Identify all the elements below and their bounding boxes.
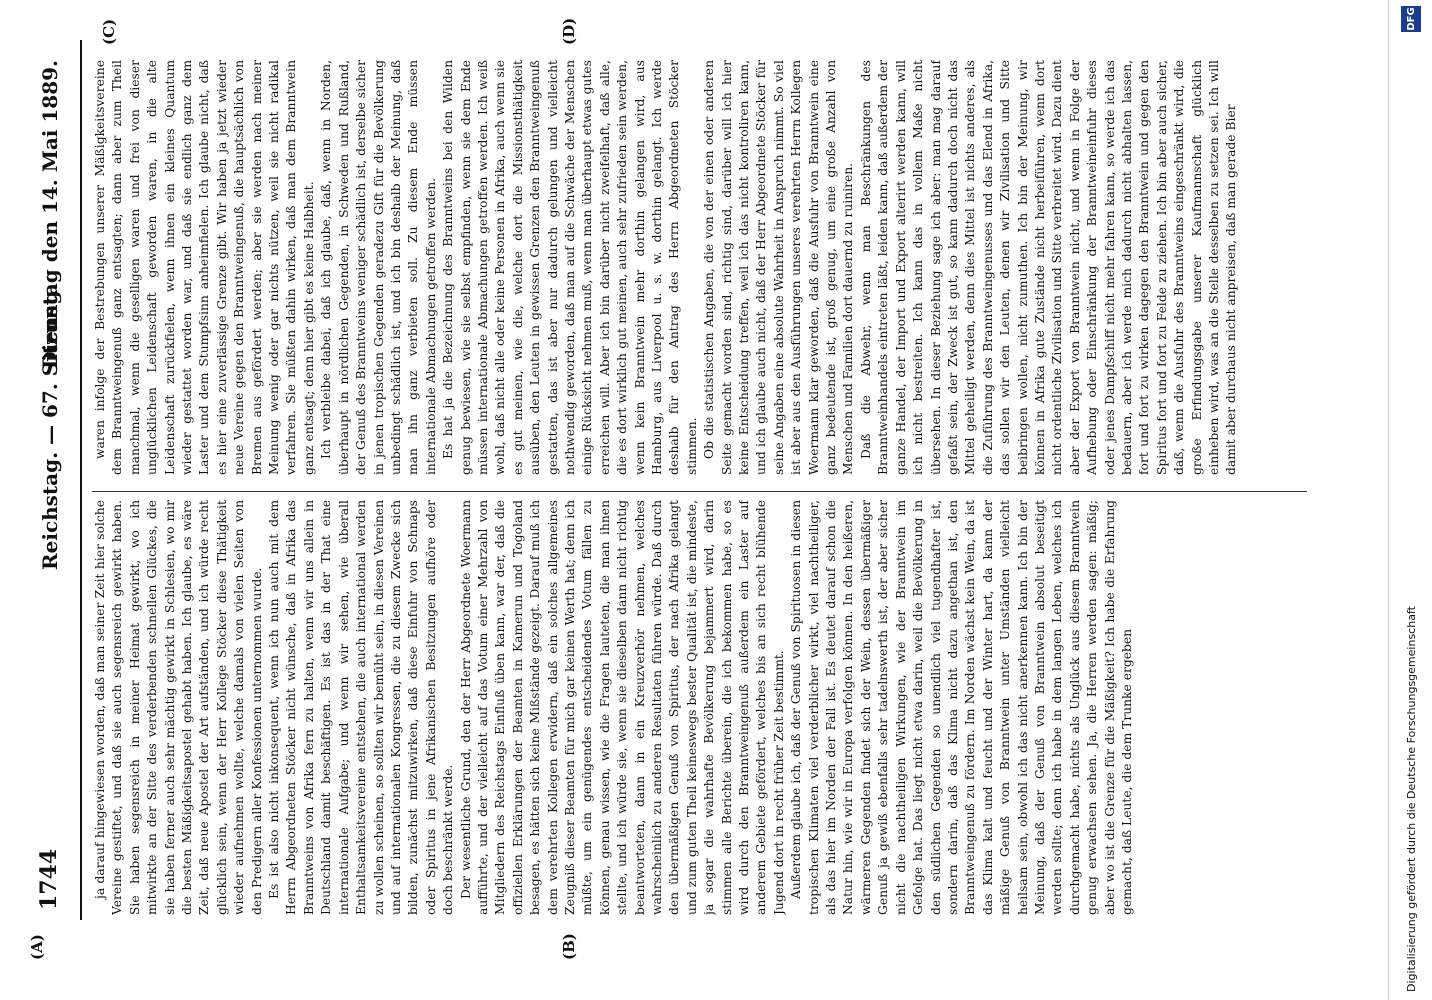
page-header xyxy=(30,60,74,910)
paragraph: Ob die statistischen Angaben, die von der einen oder anderen Seite gemacht worden sind, richtig sind, darüber will ich hier keine Entscheidung treffen, weil ich das nicht kontroliren kann, und ich glaube auch nicht, daß der Herr Abgeordnete Stöcker für seine Angaben eine absolute Wahrheit in Anspruch nimmt. So viel ist aber aus den Ausführungen unseres verehrten Herrn Kollegen Woermann klar geworden, daß die Ausfuhr von Branntwein eine ganz bedeutende ist, groß genug, um eine große Anzahl von Menschen und Familien dort dauernd zu ruiniren. xyxy=(702,60,856,475)
paragraph: Der wesentliche Grund, den der Herr Abgeordnete Woermann aufführte, und der vielleicht auf das Votum einer Mehrzahl von Mitgliedern des Reichstags Einfluß üben kann, war der, daß die offiziellen Erklärungen der Beamten in Kamerun und Togoland besagen, es hätten sich keine Mißstände gezeigt. Darauf muß ich dem verehrten Kollegen erwidern, daß ein solches allgemeines Zeugniß dieser Beamten für mich gar keinen Werth hat; denn ich müßte, um ein genügendes entscheidendes Votum fällen zu können, genau wissen, wie die Fragen lauteten, die man ihnen stellte, und ich würde sie, wenn sie dieselben dann nicht richtig beantworteten, dann in ein Kreuzverhör nehmen, welches wahrscheinlich zu anderen Resultaten führen würde. Daß durch den übermäßigen Genuß von Spiritus, der nach Afrika gelangt und zum guten Theil keineswegs bester Qualität ist, die mindeste, ja sogar die wahrhafte Bevölkerung bejammert wird, darin stimmen alle Berichte überein, die ich bekommen habe, so es wird durch den Branntweingenuß außerdem ein Laster auf anderem Gebiete gefördert, welches bis an sich recht blühende Jugend dort in recht früher Zeit bestimmt. xyxy=(458,500,786,915)
margin-marker-a: (A) xyxy=(28,934,46,960)
margin-marker-c: (C) xyxy=(100,18,118,45)
funding-note: Digitalisierung gefördert durch die Deutsche Forschungsgemeinschaft xyxy=(1405,606,1418,992)
text-column-left xyxy=(92,500,1302,915)
page-number: 1744 xyxy=(36,848,62,910)
paragraph: Ich verbleibe dabei, daß ich glaube, daß, wenn in Norden, überhaupt in nördlichen Gegenden, in Schweden und Rußland, der Genuß des Branntweins weniger schädlich ist, derselbe sicher in jenen tropischen Gegenden geradezu Gift für die Bevölkerung unbedingt schädlich ist, und ich bin deshalb der Meinung, daß man ihn ganz verbieten soll. Zu diesem Ende müssen internationale Abmachungen getroffen werden. xyxy=(319,60,438,475)
running-title: Reichstag. — 67. Sitzung. xyxy=(38,283,62,570)
digitization-footer xyxy=(1388,0,1432,1000)
paragraph: Daß die Abwehr, wenn man Beschränkungen des Branntweinhandels eintreten läßt, leiden kann, daß außerdem der ganze Handel, der Import und Export alterirt werden kann, will ich nicht bestreiten. Ich kann das in vollem Maße nicht übersehen. In dieser Beziehung sage ich aber: man mag darauf gefaßt sein, der Zweck ist gut, so kann dadurch doch nicht das Mittel geheiligt werden, denn dies Mittel ist nichts anderes, als die Zuführung des Branntweingenusses und das Elend in Afrika, das sollen wir den Leuten, denen wir Zivilisation und Sitte beibringen wollen, nicht zumuthen. Ich bin der Meinung, wir können in Afrika gute Zustände nicht herbeiführen, wenn dort nicht ordentliche Zivilisation und Sitte verbreitet wird. Dazu dient aber der Export von Branntwein nicht, und wenn in Folge der Aufhebung oder Einschränkung der Branntweineinfuhr dieses oder jenes Dampfschiff nicht mehr fahren kann, so werde ich das bedauern, aber ich werde mich dadurch nicht abhalten lassen, fort und fort zu wirken dagegen den Branntwein und gegen den Spiritus fort und fort zu Felde zu ziehen. Ich bin aber auch sicher, daß, wenn die Ausfuhr des Branntweins eingeschränkt wird, die große Erfindungsgabe unserer Kaufmannschaft glücklich einheben wird, was an die Stelle desselben zu setzen sei. Ich will damit aber durchaus nicht anpreisen, daß man gerade Bier xyxy=(858,60,1239,475)
header-rule xyxy=(80,40,82,920)
logo-text: DFG xyxy=(1405,7,1417,31)
paragraph: Es ist also nicht inkonsequent, wenn ich nun auch mit dem Herrn Abgeordneten Stöcker nicht wünsche, daß in Afrika das Branntweins von Afrika fern zu halten, wenn wir uns allein in Deutschland damit beschäftigen. Es ist das in der That eine internationale Aufgabe; und wenn wir sehen, wie überall Enthaltsamkeitsvereine entstehen, die auch international werden zu wollen scheinen, so sollten wir bemüht sein, in diesen Vereinen und auf internationalen Kongressen, die zu diesem Zwecke sich bilden, zunächst mitzuwirken, daß diese Einfuhr von Schnaps oder Spiritus in jene Afrikanischen Besitzungen aufhöre oder doch beschränkt werde. xyxy=(267,500,456,915)
column-divider xyxy=(92,491,1307,492)
paragraph: Außerdem glaube ich, daß der Genuß von Spirituosen in diesen tropischen Klimaten viel verderblicher wirkt, viel nachtheiliger, als das hier im Norden der Fall ist. Es deutet darauf schon die Natur hin, wie wir in Europa verfolgen können. In den heißeren, wärmeren Gegenden findet sich der Wein, dessen übermäßiger Genuß ja gewiß ebenfalls sehr tadelnswerth ist, der aber sicher nicht die nachtheiligen Wirkungen, wie der Branntwein im Gefolge hat. Das liegt nicht etwa darin, weil die Bevölkerung in den südlichen Gegenden so unendlich viel tugendhafter ist, sondern darin, daß das Klima nicht dazu angethan ist, den Branntweingenuß zu fördern. Im Norden wächst kein Wein, da ist das Klima kalt und feucht und der Winter hart, da kann der mäßige Genuß von Branntwein unter Umständen vielleicht heilsam sein, obwohl ich das nicht anerkennen kann. Ich bin der Meinung, daß der Genuß von Branntwein absolut beseitigt werden sollte; denn ich habe in dem langen Leben, welches ich durchgemacht habe, nichts als Unglück aus diesem Branntwein genug erwachsen sehen. Ja, die Herren werden sagen: mäßig; aber wo ist die Grenze für die Mäßigkeit? Ich habe die Erfahrung gemacht, daß Leute, die dem Trunke ergeben xyxy=(789,500,1134,915)
paragraph: waren infolge der Bestrebungen unserer Mäßigkeitsvereine dem Branntweingenuß ganz entsagten; dann aber zum Theil manchmal, wenn die geselligen waren und frei von dieser unglücklichen Leidenschaft geworden waren, in die alte Leidenschaft zurückfielen, wenn ihnen ein kleines Quantum wieder gestattet worden war, und daß sie endlich ganz dem Laster und dem Stumpfsinn anheimfielen. Ich glaube nicht, daß es hier eine zuverlässige Grenze gibt. Wir haben ja jetzt wieder neue Vereine gegen den Branntweingenuß, die hauptsächlich von Bremen aus gefördert werden; aber sie werden nach meiner Meinung wenig oder gar nichts nützen, weil sie nicht radikal verfahren. Sie müßten dahin wirken, daß man dem Branntwein ganz entsagt; denn hier gibt es keine Halbheit. xyxy=(93,60,316,475)
margin-marker-d: (D) xyxy=(560,17,578,45)
margin-marker-b: (B) xyxy=(560,933,578,960)
paragraph: Es hat ja die Bezeichnung des Branntweins bei den Wilden genug bewiesen, wie sie selbst empfinden, wenn sie dem Ende müssen internationale Abmachungen getroffen werden. Ich weiß wohl, daß nicht alle oder keine Personen in Afrika, auch wenn sie es gut meinen, wie die, welche dort die Missionsthätigkeit ausüben, den Leuten in gewissen Grenzen den Branntweingenuß gestatten, das ist aber nur dadurch gelungen und vielleicht nothwendig geworden, daß man auf die Schwäche der Menschen einige Rücksicht nehmen muß, wenn man überhaupt etwas gutes erreichen will. Aber ich bin darüber nicht zweifelhaft, daß alle, die es dort wirklich gut meinen, auch sehr zufrieden sein werden, wenn kein Branntwein mehr dorthin gelangen wird, aus Hamburg, aus Liverpool u. s. w. dorthin gelangt. Ich werde deshalb für den Antrag des Herrn Abgeordneten Stöcker stimmen. xyxy=(441,60,699,475)
text-column-right xyxy=(92,60,1302,475)
dfg-logo-icon xyxy=(1401,6,1421,32)
session-date: Dienstag den 14. Mai 1889. xyxy=(38,60,62,369)
paragraph: ja darauf hingewiesen worden, daß man seiner Zeit hier solche Vereine gestiftet, und daß sie auch segensreich gewirkt haben. Sie haben segensreich in meiner Heimat gewirkt, wo ich mitwirkte an der Sitte des verderbenden schnellen Glückes, die sie haben ferner auch sehr mächtig gewirkt in Schlesien, wo mir die besten Mäßigkeitsapostel gehabt haben. Ich glaube, es wäre Zeit, daß neue Apostel der Art aufständen, und ich würde recht glücklich sein, wenn der Herr Kollege Stöcker diese Thätigkeit wieder aufnehmen wollte, welche damals von vielen Seiten von den Predigern aller Konfessionen unternommen wurde. xyxy=(93,500,264,915)
